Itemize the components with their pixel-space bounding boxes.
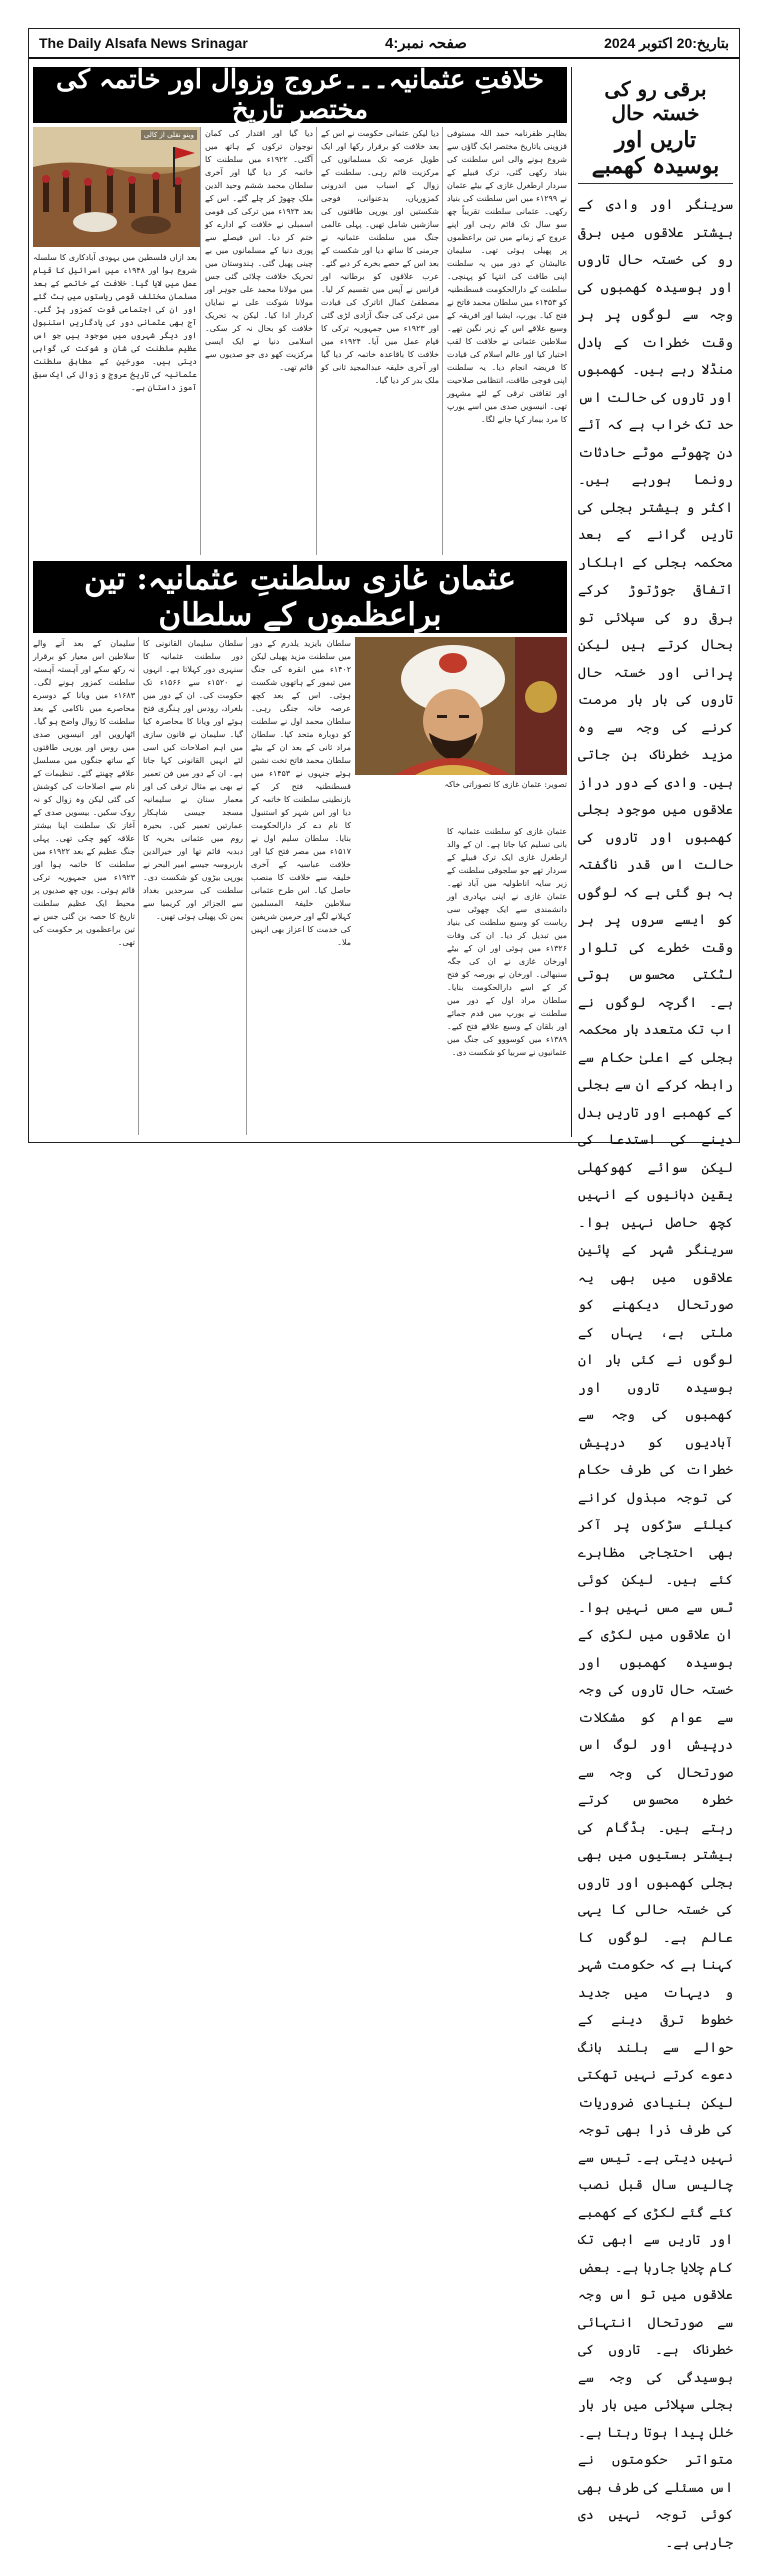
column-divider [442,127,443,555]
article2-column-4: سلیمان کے بعد آنے والے سلاطین اس معیار کو برقرار نہ رکھ سکے اور آہستہ آہستہ سلطنت کمزور ہونے لگی۔ ۱۶۸۳ء میں ویانا کے دوسرے محاصرے میں ناکامی کے بعد سلطنت کا زوال واضح ہو گیا۔ اٹھارویں اور انیسویں صدی میں روس اور یورپی طاقتوں کے ساتھ جنگوں میں مسلسل علاقے چھنتے گئے۔ تنظیمات کے نام سے اصلاحات کی کوشش کی گئی لیکن وہ زوال کو نہ روک سکیں۔ بیسویں صدی کے آغاز تک سلطنت اپنا بیشتر علاقہ کھو چکی تھی۔ پہلی جنگ عظیم کے بعد ۱۹۲۲ء میں سلطنت کا خاتمہ ہوا اور ۱۹۲۳ء میں جمہوریہ ترکی قائم ہوئی۔ یوں چھ صدیوں پر محیط ایک عظیم سلطنت تاریخ کا حصہ بن گئی جس نے تین براعظموں پر حکومت کی تھی۔ [33,639,136,947]
article2-body [33,637,567,1135]
main-area [33,67,567,1137]
issue-date: بتاریخ:20 اکتوبر 2024 [604,34,729,51]
battle-painting-image [33,127,201,247]
sidebar-article-body: سرینگر اور وادی کے بیشتر علاقوں میں برقی رو کی خستہ حال تاروں اور بوسیدہ کھمبوں کی وجہ سے لوگوں پر ہر وقت خطرات کے بادل منڈلا رہے ہیں۔ کھمبوں اور تاروں کی حالت اس حد تک خراب ہے کہ آئے دن چھوٹے موٹے حادثات رونما ہورہے ہیں۔ اکثر و بیشتر بجلی کی تاریں گرانے کے بعد محکمہ بجلی کے اہلکار اتفاقی جوڑتوڑ کرکے برقی رو کی سپلائی تو بحال کرتے ہیں لیکن پرانی اور خستہ حال تاروں کی بار بار مرمت کرنے کی وجہ سے وہ مزید خطرناک بن جاتی ہیں۔ وادی کے دور دراز علاقوں میں موجود بجلی کھمبوں اور تاروں کی حالت اس قدر ناگفتہ بہ ہو گئی ہے کہ لوگوں کو ایسے سروں پر ہر وقت خطرے کی تلوار لٹکتی محسوس ہوتی ہے۔ اگرچہ لوگوں نے اب تک متعدد بار محکمہ بجلی کے اعلیٰ حکام سے رابطہ کرکے ان سے بجلی کے کھمبے اور تاریں بدل دینے کی استدعا کی لیکن سوائے کھوکھلی یقین دہانیوں کے انہیں کچھ حاصل نہیں ہوا۔ سرینگر شہر کے پائین علاقوں میں بھی یہ صورتحال دیکھنے کو ملتی ہے، یہاں کے لوگوں نے کئی بار ان بوسیدہ تاروں اور کھمبوں کی وجہ سے آبادیوں کو درپیش خطرات کی طرف حکام کی توجہ مبذول کرانے کیلئے سڑکوں پر آکر بھی احتجاجی مظاہرے کئے ہیں۔ لیکن کوئی ٹس سے مس نہیں ہوا۔ ان علاقوں میں لکڑی کے بوسیدہ کھمبوں اور خستہ حال تاروں کی وجہ سے عوام کو مشکلات درپیش اور لوگ اس صورتحال کی وجہ سے خطرہ محسوس کرتے رہتے ہیں۔ بڈگام کی بیشتر بستیوں میں بھی بجلی کھمبوں اور تاروں کی خستہ حالی کا یہی عالم ہے۔ لوگوں کا کہنا ہے کہ حکومت شہر و دیہات میں جدید خطوط ترقی دینے کے حوالے سے بلند بانگ دعوے کرتے نہیں تھکتی لیکن بنیادی ضروریات کی طرف ذرا بھی توجہ نہیں دیتی ہے۔ تیس سے چالیس سال قبل نصب کئے گئے لکڑی کے کھمبے اور تاریں سے ابھی تک کام چلایا جارہا ہے۔ بعض علاقوں میں تو اس وجہ سے صورتحال انتہائی خطرناک ہے۔ تاروں کی بوسیدگی کی وجہ سے بجلی سپلائی میں بار بار خلل پیدا ہوتا رہتا ہے۔ متواتر حکومتوں نے اس مسئلے کی طرف بھی کوئی توجہ نہیں دی جارہی ہے۔ [578,197,733,2551]
portrait-caption: تصویر: عثمان غازی کا تصوراتی خاکہ [444,780,567,789]
column-divider [246,637,247,1135]
article1-column-1: بظاہر ظفرنامہ حمد اللہ مستوفی قزوینی یاتاریخ مختصر ایک گاؤں سے شروع ہونے والی اس سلطنت کی بنیاد رکھی گئی، ترک قبیلے کے سردار ارطغرل غازی کے بیٹے عثمان نے ۱۲۹۹ء میں اس سلطنت کی بنیاد رکھی۔ عثمانی سلطنت تقریباً چھ سو سال تک قائم رہی اور اپنے عروج کے زمانے میں تین براعظموں پر پھیلی ہوئی تھی۔ سلیمان عالیشان کے دور میں یہ سلطنت اپنی طاقت کی انتہا کو پہنچی۔ سلطنت کے دارالحکومت قسطنطنیہ کو ۱۴۵۳ء میں سلطان محمد فاتح نے فتح کیا۔ یورپ، ایشیا اور افریقہ کے وسیع علاقے اس کے زیر نگین تھے۔ سلاطین عثمانی نے خلافت کا لقب اختیار کیا اور عالم اسلام کی قیادت کا فریضہ انجام دیا۔ یہ سلطنت اپنی فوجی طاقت، انتظامی صلاحیت اور ثقافتی ترقی کے لئے مشہور تھی۔ انیسویں صدی میں اسے یورپ کا مرد بیمار کہا جانے لگا۔ [446,129,567,424]
article1-column-2: دیا لیکن عثمانی حکومت نے اس کے بعد خلافت کو برقرار رکھا اور ایک طویل عرصہ تک مسلمانوں کی مرکزیت قائم رہی۔ سلطنت کے زوال کے اسباب میں اندرونی کمزوریاں، بدعنوانی، فوجی شکستیں اور یورپی طاقتوں کی سازشیں شامل تھیں۔ پہلی عالمی جنگ میں سلطنت عثمانیہ نے جرمنی کا ساتھ دیا اور شکست کے بعد اس کے حصے بخرے کر دیے گئے۔ عرب علاقوں کو برطانیہ اور فرانس نے آپس میں تقسیم کر لیا۔ مصطفیٰ کمال اتاترک کی قیادت میں ترکی کی جنگ آزادی لڑی گئی اور ۱۹۲۳ء میں جمہوریہ ترکی کا قیام عمل میں آیا۔ ۱۹۲۴ء میں خلافت کا باقاعدہ خاتمہ کر دیا گیا اور آخری خلیفہ عبدالمجید ثانی کو ملک بدر کر دیا گیا۔ [321,129,440,385]
column-divider [138,637,139,1135]
sidebar-headline-line1: برقی رو کی خستہ حال [604,77,707,125]
page-number: صفحہ نمبر:4 [384,35,467,52]
paper-name: The Daily Alsafa News Srinagar [39,35,248,51]
article2-column-1: عثمان غازی کو سلطنت عثمانیہ کا بانی تسلیم کیا جاتا ہے۔ ان کے والد ارطغرل غازی ایک ترک قبیلے کے سردار تھے جو سلجوقی سلطنت کے زیر سایہ اناطولیہ میں آباد تھے۔ عثمان غازی نے اپنی بہادری اور دانشمندی سے ایک چھوٹی سی ریاست کو وسیع سلطنت کی بنیاد میں تبدیل کر دیا۔ ان کی وفات ۱۳۲۶ء میں ہوئی اور ان کے بیٹے اورخان غازی نے ان کی جگہ سنبھالی۔ اورخان نے بورصہ کو فتح کر کے اسے دارالحکومت بنایا۔ سلطان مراد اول کے دور میں سلطنت نے یورپ میں قدم جمائے اور بلقان کے وسیع علاقے فتح کیے۔ ۱۳۸۹ء میں کوسووو کی جنگ میں عثمانیوں نے سربیا کو شکست دی۔ [447,827,567,1057]
masthead [29,29,739,59]
battle-scene-illustration [33,127,201,247]
sidebar-headline-line2: تاریں اور بوسیدہ کھمبے [578,127,733,184]
sidebar-article [571,67,739,2551]
column-divider [200,127,201,555]
page-frame [28,28,740,2551]
article1-column-3: دیا گیا اور اقتدار کی کمان نوجوان ترکوں کے ہاتھ میں آگئی۔ ۱۹۲۲ء میں سلطنت کا خاتمہ کر دیا گیا اور آخری سلطان محمد ششم وحید الدین ملک چھوڑ کر چلے گئے۔ اس کے بعد ۱۹۲۴ء میں ترکی کی قومی اسمبلی نے خلافت کے ادارے کو ختم کر دیا۔ اس فیصلے سے پوری دنیا کے مسلمانوں میں بے چینی پھیل گئی۔ ہندوستان میں تحریک خلافت چلائی گئی جس میں مولانا محمد علی جوہر اور مولانا شوکت علی نے نمایاں کردار ادا کیا۔ لیکن یہ تحریک خلافت کو بحال نہ کر سکی۔ اسلامی دنیا نے ایک ایسی مرکزیت کھو دی جو صدیوں سے قائم تھی۔ [205,129,314,372]
article1-column-4: بعد ازاں فلسطین میں یہودی آبادکاری کا سلسلہ شروع ہوا اور ۱۹۴۸ء میں اسرائیل کا قیام عمل میں لایا گیا۔ خلافت کے خاتمے کے بعد مسلمان مختلف قومی ریاستوں میں بٹ گئے اور ان کی اجتماعی قوت کمزور پڑ گئی۔ آج بھی عثمانی دور کی یادگاریں استنبول اور دیگر شہروں میں موجود ہیں جو اس عظیم سلطنت کی شان و شوکت کی گواہی دیتی ہیں۔ مورخین کے مطابق سلطنت عثمانیہ کی تاریخ عروج و زوال کی ایک سبق آموز داستان ہے۔ [33,253,198,392]
sultan-portrait-illustration [355,637,567,775]
article2-column-3: سلطان سلیمان القانونی کا دور سلطنت عثمانیہ کا سنہری دور کہلاتا ہے۔ انہوں نے ۱۵۲۰ء سے ۱۵۶۶ء تک حکومت کی۔ ان کے دور میں بلغراد، رودس اور ہنگری فتح ہوئے اور ویانا کا محاصرہ کیا گیا۔ سلیمان نے قانون سازی میں اہم اصلاحات کیں اسی لئے انہیں القانونی کہا جاتا ہے۔ ان کے دور میں فن تعمیر نے بھی بے مثال ترقی کی اور معمار سنان نے سلیمانیہ مسجد جیسی شاہکار عمارتیں تعمیر کیں۔ بحیرہ روم میں عثمانی بحریہ کا دبدبہ قائم تھا اور خیرالدین باربروسہ جیسے امیر البحر نے یورپی بیڑوں کو شکست دی۔ سلطنت کی سرحدیں بغداد سے الجزائر اور کریمیا سے یمن تک پھیلی ہوئی تھیں۔ [143,639,243,921]
sultan-portrait-image [355,637,567,775]
article1-body [33,127,567,555]
article2-headline: عثمان غازی سلطنتِ عثمانیہ: تین براعظموں کے سلطان [33,561,567,633]
article1-headline: خلافتِ عثمانیہ۔۔۔عروج وزوال اور خاتمہ کی مختصر تاریخ [33,67,567,123]
column-divider [316,127,317,555]
battle-image-caption: وینو نقلی از کالی [141,130,197,140]
article2-column-2: سلطان بایزید یلدرم کے دور میں سلطنت مزید پھیلی لیکن ۱۴۰۲ء میں انقرہ کی جنگ میں تیمور کے ہاتھوں شکست ہوئی۔ اس کے بعد کچھ عرصہ خانہ جنگی رہی۔ سلطان محمد اول نے سلطنت کو دوبارہ متحد کیا۔ سلطان مراد ثانی کے بعد ان کے بیٹے سلطان محمد فاتح تخت نشین ہوئے جنہوں نے ۱۴۵۳ء میں قسطنطنیہ فتح کر کے بازنطینی سلطنت کا خاتمہ کر دیا اور اس شہر کو استنبول کا نام دے کر دارالحکومت بنایا۔ سلطان سلیم اول نے ۱۵۱۷ء میں مصر فتح کیا اور خلافت عباسیہ کے آخری خلیفہ سے خلافت کا منصب حاصل کیا۔ اس طرح عثمانی سلاطین خلیفۃ المسلمین کہلانے لگے اور حرمین شریفین کی خدمت کا اعزاز بھی انہیں ملا۔ [251,639,351,947]
article2-column-1b [355,825,443,1135]
